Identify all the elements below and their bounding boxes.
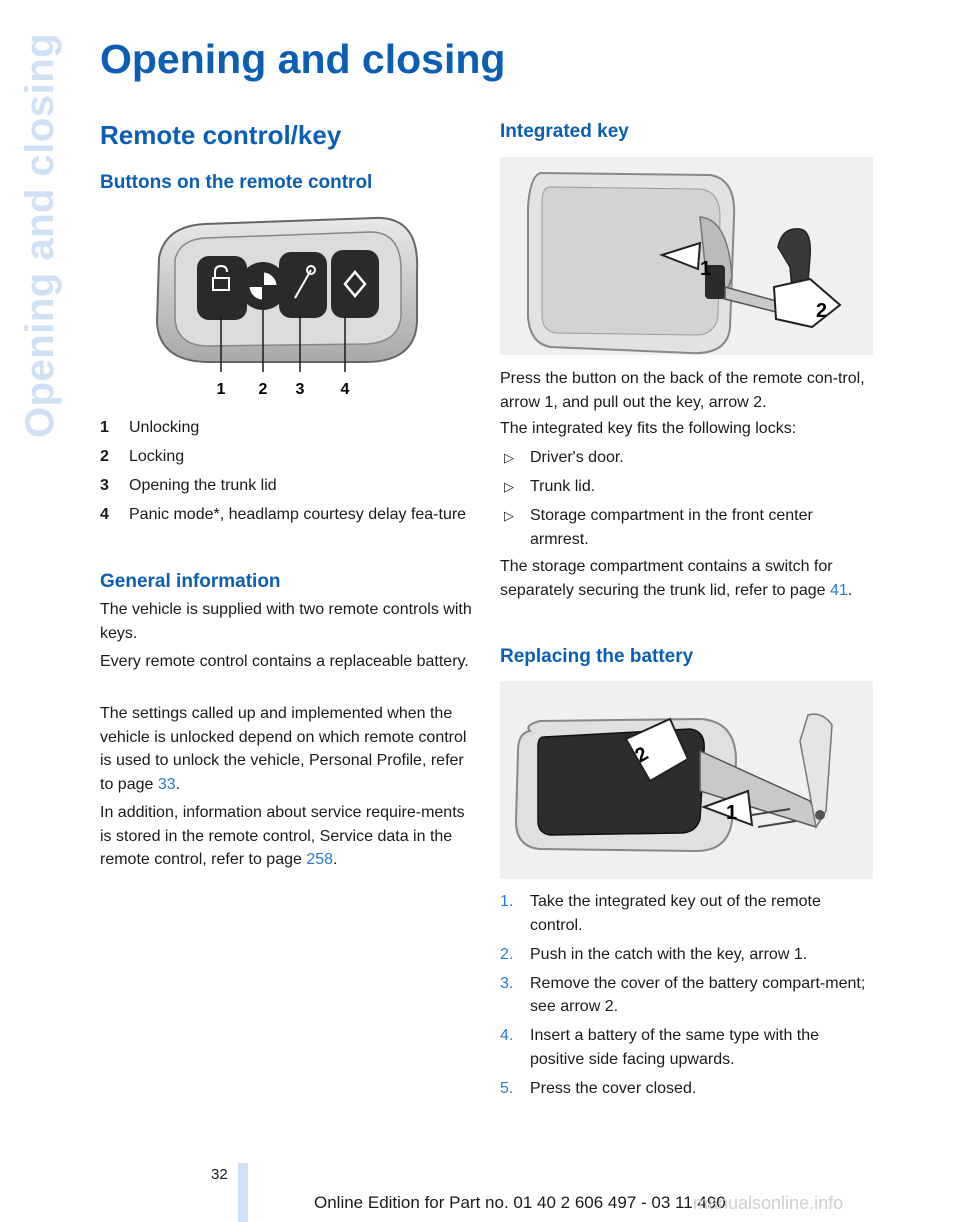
figure-label-2: 2: [816, 300, 828, 322]
paragraph-pull-out-key: Press the button on the back of the remote con-trol, arrow 1, and pull out the key, arrow 2.: [500, 370, 865, 411]
list-item: [500, 890, 875, 937]
item-text: Driver's door.: [530, 449, 624, 466]
remote-button-list: [100, 416, 472, 532]
watermark: manualsonline.info: [693, 1193, 844, 1213]
step-number: 1.: [500, 893, 514, 910]
paragraph-text: .: [333, 851, 338, 868]
step-text: Remove the cover of the battery compart-ment; see arrow 2.: [530, 974, 866, 1015]
step-text: Press the cover closed.: [530, 1079, 697, 1097]
list-item: [100, 503, 472, 527]
section-title-remote-control: Remote control/key: [100, 120, 342, 150]
item-text: Storage compartment in the front center armrest.: [530, 507, 813, 548]
paragraph-replaceable-battery: Every remote control contains a replaceable battery.: [100, 653, 469, 670]
triangle-bullet-icon: ▷: [504, 508, 514, 523]
subheading-replacing-battery: Replacing the battery: [500, 646, 694, 667]
paragraph-settings: [100, 702, 472, 796]
item-number: 1: [100, 419, 109, 436]
triangle-bullet-icon: ▷: [504, 479, 514, 494]
page-number: 32: [211, 1166, 228, 1183]
item-number: 2: [100, 448, 109, 465]
paragraph-text: In addition, information about service require-ments is stored in the remote control, Service data in the remote control, refer to page: [100, 804, 465, 868]
subheading-integrated-key: Integrated key: [500, 121, 629, 142]
step-number: 3.: [500, 974, 514, 992]
battery-steps-list: [500, 890, 875, 1106]
page-link-41[interactable]: 41: [829, 581, 848, 599]
side-chapter-tab: [18, 32, 68, 440]
subheading-buttons: Buttons on the remote control: [100, 172, 373, 193]
step-number: 4.: [500, 1027, 514, 1044]
paragraph-two-remotes: The vehicle is supplied with two remote controls with keys.: [100, 601, 472, 642]
item-text: Unlocking: [129, 419, 200, 436]
figure-label-1: 1: [216, 381, 226, 398]
paragraph-fits-locks: The integrated key fits the following locks:: [500, 420, 797, 437]
item-number: 4: [100, 506, 109, 523]
figure-label-3: 3: [295, 381, 305, 398]
page-link-258[interactable]: 258: [306, 851, 334, 868]
list-item: [100, 416, 472, 440]
list-item: [500, 475, 875, 499]
page-title: Opening and closing: [100, 36, 506, 82]
online-edition-text: Online Edition for Part no. 01 40 2 606 497 - 03 11 490: [314, 1193, 726, 1212]
step-number: 2.: [500, 945, 514, 963]
step-text: Take the integrated key out of the remote control.: [530, 893, 821, 934]
item-text: Locking: [129, 448, 185, 465]
footer-accent-bar: [238, 1163, 248, 1222]
paragraph-text: .: [847, 581, 853, 599]
replacing-battery-figure: [500, 681, 873, 879]
paragraph-text: The settings called up and implemented when the vehicle is unlocked depend on which remote control is used to unlock the vehicle, Personal Profile, refer to page: [100, 705, 467, 793]
step-text: Insert a battery of the same type with the positive side facing upwards.: [530, 1027, 820, 1068]
figure-label-2: 2: [258, 381, 268, 398]
paragraph-service-data: [100, 801, 472, 872]
locks-list: [500, 446, 875, 557]
side-chapter-tab-label: Opening and closing: [18, 32, 62, 438]
list-item: [500, 943, 875, 967]
figure-label-1: 1: [700, 258, 712, 280]
list-item: [500, 504, 875, 551]
step-number: 5.: [500, 1079, 514, 1097]
list-item: [500, 1077, 875, 1101]
list-item: [100, 445, 472, 469]
item-text: Panic mode*, headlamp courtesy delay fea-ture: [129, 506, 467, 523]
paragraph-text: .: [175, 775, 181, 793]
paragraph-text: The storage compartment contains a switch for separately securing the trunk lid, refer to page: [500, 558, 833, 599]
item-text: Trunk lid.: [530, 478, 596, 495]
page-link-33[interactable]: 33: [157, 775, 176, 793]
list-item: [100, 474, 472, 498]
remote-control-figure: [145, 212, 475, 402]
figure-label-4: 4: [340, 381, 350, 398]
list-item: [500, 972, 875, 1019]
list-item: [500, 446, 875, 470]
subheading-general-information: General information: [100, 571, 281, 592]
list-item: [500, 1024, 875, 1071]
item-number: 3: [100, 477, 109, 494]
figure-label-2: 2: [631, 742, 653, 768]
item-text: Opening the trunk lid: [129, 477, 277, 494]
paragraph-storage-switch: [500, 555, 875, 602]
integrated-key-figure: [500, 157, 873, 355]
figure-label-1: 1: [726, 802, 738, 824]
triangle-bullet-icon: ▷: [504, 450, 514, 465]
step-text: Push in the catch with the key, arrow 1.: [530, 945, 808, 963]
